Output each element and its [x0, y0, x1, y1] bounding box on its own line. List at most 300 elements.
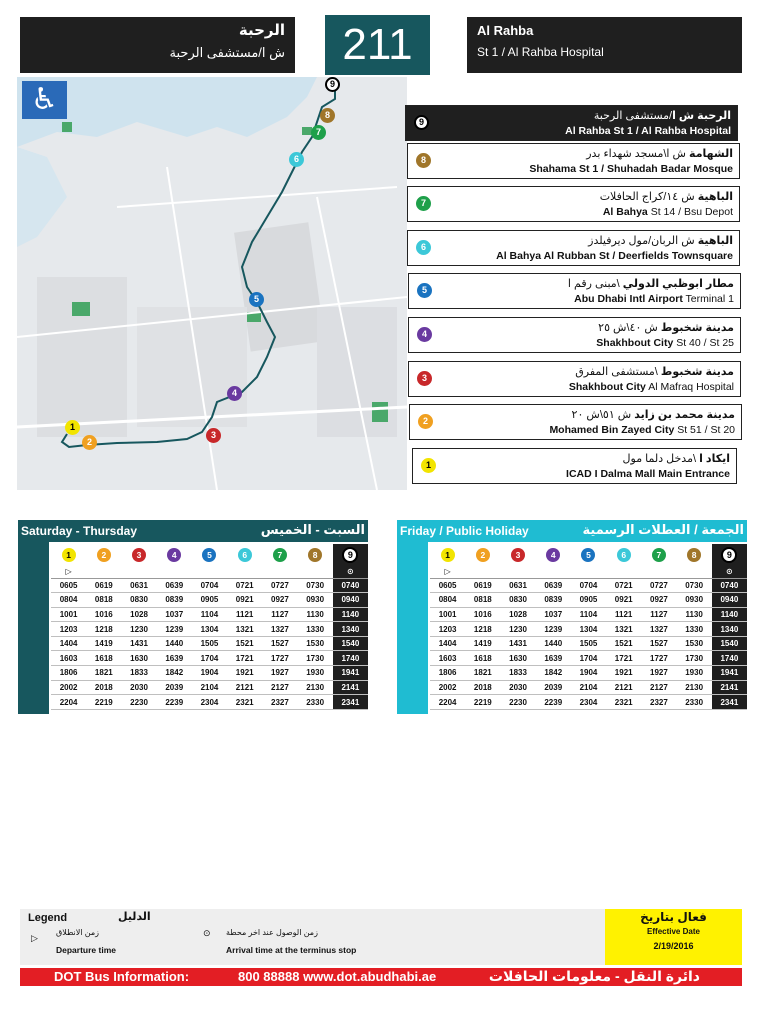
time-cell: 1727	[262, 651, 297, 666]
time-cell: 2104	[571, 680, 606, 695]
time-cell: 1821	[86, 666, 121, 681]
stop-en-bold: Shakhbout City	[568, 381, 646, 393]
timetable-stop-header	[571, 544, 606, 566]
stop-number-4: 4	[417, 327, 432, 342]
time-cell: 2239	[536, 695, 571, 710]
time-cell: 1016	[465, 607, 500, 622]
time-cell: 0631	[121, 578, 156, 593]
time-cell: 0727	[262, 578, 297, 593]
time-cell: 1921	[227, 666, 262, 681]
header-en-title: Al Rahba	[477, 23, 534, 38]
time-cell: 2219	[465, 695, 500, 710]
time-cell: 1505	[192, 636, 227, 651]
timetable-holiday-title-ar: الجمعة / العطلات الرسمية	[582, 522, 744, 537]
table-row	[51, 607, 368, 622]
stop-item-5[interactable]	[408, 273, 741, 309]
time-cell: 1340	[712, 622, 747, 637]
time-cell: 1330	[298, 622, 333, 637]
timetable-holiday-title-en: Friday / Public Holiday	[400, 524, 529, 538]
timetable-holiday-table	[430, 544, 747, 710]
effective-date-ar: فعال بتاريخ	[640, 910, 707, 924]
time-cell: 0839	[157, 593, 192, 608]
stop-9-badge: 9	[342, 547, 358, 563]
stop-en-bold: Mohamed Bin Zayed City	[549, 424, 675, 436]
stop-1-badge: 1	[62, 548, 76, 562]
table-row	[430, 578, 747, 593]
time-cell: 1203	[430, 622, 465, 637]
time-cell: 1028	[121, 607, 156, 622]
timetable-stop-header	[262, 544, 297, 566]
stop-en-bold: Al Bahya	[602, 206, 648, 218]
time-cell: 2204	[51, 695, 86, 710]
time-cell: 1431	[500, 636, 535, 651]
time-cell: 1740	[712, 651, 747, 666]
time-cell: 0830	[121, 593, 156, 608]
time-cell: 1440	[536, 636, 571, 651]
map-marker-3[interactable]: 3	[206, 428, 221, 443]
time-cell: 2121	[227, 680, 262, 695]
stop-9-badge: 9	[721, 547, 737, 563]
timetable-holiday-side-band	[397, 542, 428, 714]
wheelchair-icon: ♿	[22, 81, 67, 119]
stop-en-name	[529, 163, 733, 175]
stop-ar-rest: /مستشفى الرحبة	[593, 110, 673, 122]
time-cell: 1104	[571, 607, 606, 622]
stop-ar-bold: مدينة شخبوط	[660, 366, 734, 378]
time-cell: 0740	[333, 578, 368, 593]
time-cell: 1704	[192, 651, 227, 666]
timetable-mark-cell	[121, 566, 156, 578]
stop-item-6[interactable]	[407, 230, 740, 266]
time-cell: 2219	[86, 695, 121, 710]
stop-number-8: 8	[416, 153, 431, 168]
time-cell: 0927	[262, 593, 297, 608]
time-cell: 1230	[121, 622, 156, 637]
stop-5-badge: 5	[202, 548, 216, 562]
timetable-stop-header	[86, 544, 121, 566]
route-number: 211	[325, 15, 430, 75]
table-row	[430, 695, 747, 710]
stop-en-bold: Al Rahba St 1 / Al Rahba Hospital	[565, 125, 731, 137]
time-cell: 0804	[430, 593, 465, 608]
time-cell: 0727	[641, 578, 676, 593]
time-cell: 1130	[677, 607, 712, 622]
stop-en-name	[596, 337, 734, 349]
time-cell: 0905	[192, 593, 227, 608]
time-cell: 2130	[677, 680, 712, 695]
timetable-stop-header	[121, 544, 156, 566]
stop-ar-bold: الباهية	[697, 191, 733, 203]
time-cell: 1639	[536, 651, 571, 666]
stop-ar-bold: مطار ابوظبي الدولي	[622, 278, 734, 290]
stop-item-2[interactable]	[409, 404, 742, 440]
stop-ar-name	[600, 190, 733, 203]
time-cell: 2341	[712, 695, 747, 710]
time-cell: 1842	[157, 666, 192, 681]
timetable-stop-header	[500, 544, 535, 566]
timetable-mark-cell	[86, 566, 121, 578]
time-cell: 1521	[606, 636, 641, 651]
time-cell: 1037	[157, 607, 192, 622]
time-cell: 1930	[298, 666, 333, 681]
timetable-mark-cell	[227, 566, 262, 578]
effective-date-value: 2/19/2016	[653, 941, 694, 951]
stop-ar-rest: \مستشفى المفرق	[575, 366, 661, 378]
departure-icon: ▷	[31, 933, 38, 943]
time-cell: 0605	[51, 578, 86, 593]
stop-en-rest: Terminal 1	[682, 293, 734, 305]
stop-ar-bold: مدينة محمد بن زايد	[634, 409, 735, 421]
timetable-mark-cell	[500, 566, 535, 578]
time-cell: 0619	[465, 578, 500, 593]
stop-2-badge: 2	[97, 548, 111, 562]
stop-7-badge: 7	[273, 548, 287, 562]
table-row	[51, 636, 368, 651]
time-cell: 0927	[641, 593, 676, 608]
time-cell: 0930	[298, 593, 333, 608]
timetable-stop-header	[51, 544, 86, 566]
time-cell: 1140	[333, 607, 368, 622]
effective-date-box	[605, 909, 742, 965]
time-cell: 1927	[262, 666, 297, 681]
table-row	[51, 680, 368, 695]
time-cell: 0639	[157, 578, 192, 593]
time-cell: 0930	[677, 593, 712, 608]
time-cell: 1930	[677, 666, 712, 681]
time-cell: 1904	[571, 666, 606, 681]
stop-ar-name	[568, 277, 734, 290]
time-cell: 1505	[571, 636, 606, 651]
stop-en-name	[566, 468, 730, 480]
district-area	[37, 277, 127, 437]
table-row	[430, 607, 747, 622]
time-cell: 0839	[536, 593, 571, 608]
stop-ar-name	[586, 147, 733, 160]
time-cell: 1530	[298, 636, 333, 651]
time-cell: 0619	[86, 578, 121, 593]
map-marker-9[interactable]: 9	[325, 77, 340, 92]
time-cell: 1140	[712, 607, 747, 622]
time-cell: 0730	[298, 578, 333, 593]
time-cell: 2321	[227, 695, 262, 710]
time-cell: 2341	[333, 695, 368, 710]
time-cell: 1239	[536, 622, 571, 637]
time-cell: 2239	[157, 695, 192, 710]
time-cell: 0804	[51, 593, 86, 608]
time-cell: 2204	[430, 695, 465, 710]
footer-bar	[20, 968, 742, 986]
timetable-marks-row	[430, 566, 747, 578]
time-cell: 0721	[606, 578, 641, 593]
time-cell: 1618	[465, 651, 500, 666]
time-cell: 1842	[536, 666, 571, 681]
legend-departure-ar: زمن الانطلاق	[56, 928, 100, 937]
time-cell: 1127	[262, 607, 297, 622]
departure-icon: ▷	[51, 566, 86, 578]
time-cell: 1104	[192, 607, 227, 622]
time-cell: 1016	[86, 607, 121, 622]
stop-en-rest: St 40 / St 25	[673, 337, 734, 349]
time-cell: 1821	[465, 666, 500, 681]
table-row	[51, 593, 368, 608]
time-cell: 1639	[157, 651, 192, 666]
timetable-stop-icons-row	[51, 544, 368, 566]
stop-2-badge: 2	[476, 548, 490, 562]
stop-number-2: 2	[418, 414, 433, 429]
map-marker-5[interactable]: 5	[249, 292, 264, 307]
table-row	[51, 666, 368, 681]
stop-item-3[interactable]	[408, 361, 741, 397]
map-marker-8[interactable]: 8	[320, 108, 335, 123]
table-row	[51, 622, 368, 637]
time-cell: 0921	[606, 593, 641, 608]
stop-ar-rest: ش ٥١\ش ٢٠	[571, 409, 635, 421]
map-marker-7[interactable]: 7	[311, 125, 326, 140]
time-cell: 1419	[465, 636, 500, 651]
timetable-weekday-header	[18, 520, 368, 542]
time-cell: 2127	[262, 680, 297, 695]
time-cell: 1833	[500, 666, 535, 681]
time-cell: 1603	[430, 651, 465, 666]
stop-en-bold: Al Bahya Al Rubban St / Deerfields Townsquare	[496, 250, 733, 262]
stop-number-3: 3	[417, 371, 432, 386]
time-cell: 1218	[86, 622, 121, 637]
time-cell: 2039	[157, 680, 192, 695]
time-cell: 1540	[333, 636, 368, 651]
legend	[20, 909, 605, 965]
legend-title-en: Legend	[28, 912, 68, 924]
footer-contact-link[interactable]: 800 88888 www.dot.abudhabi.ae	[238, 969, 437, 984]
timetable-stop-header	[606, 544, 641, 566]
time-cell: 2330	[298, 695, 333, 710]
time-cell: 1941	[712, 666, 747, 681]
footer-label: DOT Bus Information:	[54, 969, 190, 984]
timetable-mark-cell	[262, 566, 297, 578]
timetable-weekday-table	[51, 544, 368, 710]
time-cell: 0631	[500, 578, 535, 593]
timetable-mark-cell	[606, 566, 641, 578]
time-cell: 0905	[571, 593, 606, 608]
time-cell: 1721	[227, 651, 262, 666]
stop-number-1: 1	[421, 458, 436, 473]
stop-item-7[interactable]	[407, 186, 740, 222]
stop-ar-name	[623, 452, 730, 465]
stop-en-name	[549, 424, 735, 436]
stop-ar-rest: ش ا\مسجد شهداء بدر	[586, 148, 690, 160]
stop-ar-rest: ش ١٤/كراج الحافلات	[599, 191, 698, 203]
map-marker-4[interactable]: 4	[227, 386, 242, 401]
time-cell: 0639	[536, 578, 571, 593]
time-cell: 1330	[677, 622, 712, 637]
time-cell: 2327	[641, 695, 676, 710]
time-cell: 1304	[571, 622, 606, 637]
time-cell: 1530	[677, 636, 712, 651]
stop-en-rest: Al Mafraq Hospital	[645, 381, 734, 393]
time-cell: 2030	[500, 680, 535, 695]
table-row	[430, 636, 747, 651]
time-cell: 1001	[51, 607, 86, 622]
time-cell: 1001	[430, 607, 465, 622]
time-cell: 1037	[536, 607, 571, 622]
table-row	[430, 666, 747, 681]
park	[62, 122, 72, 132]
time-cell: 1806	[51, 666, 86, 681]
table-row	[430, 593, 747, 608]
table-row	[430, 622, 747, 637]
stop-item-8[interactable]	[407, 143, 740, 179]
map-marker-6[interactable]: 6	[289, 152, 304, 167]
time-cell: 0940	[712, 593, 747, 608]
stop-item-1[interactable]	[412, 448, 737, 484]
time-cell: 1239	[157, 622, 192, 637]
stop-ar-bold: ايكاد ا	[699, 453, 730, 465]
time-cell: 2018	[465, 680, 500, 695]
time-cell: 0818	[465, 593, 500, 608]
time-cell: 1419	[86, 636, 121, 651]
stop-ar-bold: الشهامة	[689, 148, 733, 160]
time-cell: 0940	[333, 593, 368, 608]
time-cell: 2327	[262, 695, 297, 710]
timetable-holiday	[397, 520, 747, 707]
timetable-holiday-header	[397, 520, 747, 542]
time-cell: 1340	[333, 622, 368, 637]
time-cell: 1327	[262, 622, 297, 637]
timetable-mark-cell	[536, 566, 571, 578]
time-cell: 1321	[606, 622, 641, 637]
stop-en-name	[496, 250, 733, 262]
time-cell: 1521	[227, 636, 262, 651]
time-cell: 1921	[606, 666, 641, 681]
time-cell: 1927	[641, 666, 676, 681]
time-cell: 0704	[571, 578, 606, 593]
stop-en-rest: St 14 / Bsu Depot	[647, 206, 733, 218]
timetable-mark-cell	[677, 566, 712, 578]
stop-8-badge: 8	[687, 548, 701, 562]
stop-7-badge: 7	[652, 548, 666, 562]
stop-3-badge: 3	[132, 548, 146, 562]
timetable-stop-header	[465, 544, 500, 566]
header-ar-title: الرحبة	[238, 22, 285, 39]
timetable-weekday	[18, 520, 368, 707]
time-cell: 1740	[333, 651, 368, 666]
stop-item-9[interactable]	[405, 105, 738, 141]
time-cell: 0605	[430, 578, 465, 593]
stop-number-5: 5	[417, 283, 432, 298]
time-cell: 1130	[298, 607, 333, 622]
arrival-icon: ⊙	[333, 566, 368, 578]
time-cell: 1404	[51, 636, 86, 651]
timetable-mark-cell	[192, 566, 227, 578]
time-cell: 2141	[712, 680, 747, 695]
time-cell: 1730	[298, 651, 333, 666]
time-cell: 1321	[227, 622, 262, 637]
legend-arrival-en: Arrival time at the terminus stop	[226, 945, 357, 955]
header-ar-subtitle: ش ا/مستشفى الرحبة	[169, 45, 285, 60]
stop-ar-name	[588, 234, 733, 247]
time-cell: 2321	[606, 695, 641, 710]
route-map[interactable]	[17, 77, 407, 490]
time-cell: 2002	[51, 680, 86, 695]
header-english	[467, 17, 742, 73]
timetable-weekday-title-ar: السبت - الخميس	[260, 522, 365, 537]
time-cell: 2304	[571, 695, 606, 710]
time-cell: 1218	[465, 622, 500, 637]
stop-ar-rest: \مدخل دلما مول	[622, 453, 700, 465]
table-row	[51, 695, 368, 710]
timetable-weekday-title-en: Saturday - Thursday	[21, 524, 138, 538]
stop-ar-name	[598, 321, 734, 334]
stop-item-4[interactable]	[408, 317, 741, 353]
timetable-mark-cell	[298, 566, 333, 578]
timetable-stop-icons-row	[430, 544, 747, 566]
time-cell: 1630	[500, 651, 535, 666]
time-cell: 1327	[641, 622, 676, 637]
stop-number-7: 7	[416, 196, 431, 211]
stop-ar-rest: ش ٤٠\ش ٢٥	[598, 322, 661, 334]
time-cell: 1121	[606, 607, 641, 622]
timetable-stop-header	[536, 544, 571, 566]
stop-6-badge: 6	[617, 548, 631, 562]
stop-ar-name	[575, 365, 734, 378]
time-cell: 1431	[121, 636, 156, 651]
time-cell: 2230	[500, 695, 535, 710]
stop-en-rest: St 51 / St 20	[674, 424, 735, 436]
stop-4-badge: 4	[546, 548, 560, 562]
time-cell: 2330	[677, 695, 712, 710]
map-marker-2[interactable]: 2	[82, 435, 97, 450]
arrival-icon: ⊙	[203, 928, 211, 938]
time-cell: 2030	[121, 680, 156, 695]
time-cell: 2230	[121, 695, 156, 710]
stop-en-name	[574, 293, 734, 305]
legend-arrival-ar: زمن الوصول عند اخر محطة	[226, 928, 318, 937]
map-marker-1[interactable]: 1	[65, 420, 80, 435]
stop-en-bold: ICAD I Dalma Mall Main Entrance	[566, 468, 730, 480]
timetable-stop-header	[192, 544, 227, 566]
park	[72, 302, 90, 316]
time-cell: 1618	[86, 651, 121, 666]
stop-4-badge: 4	[167, 548, 181, 562]
stop-en-name	[603, 206, 733, 218]
table-row	[430, 680, 747, 695]
timetable-weekday-side-band	[18, 542, 49, 714]
time-cell: 0830	[500, 593, 535, 608]
footer-arabic: دائرة النقل - معلومات الحافلات	[488, 968, 700, 984]
stop-ar-name	[572, 408, 735, 421]
time-cell: 2127	[641, 680, 676, 695]
arrival-icon: ⊙	[712, 566, 747, 578]
time-cell: 0704	[192, 578, 227, 593]
stop-ar-bold: الرحبة ش ا	[672, 110, 731, 122]
timetable-stop-header	[333, 544, 368, 566]
timetable-marks-row	[51, 566, 368, 578]
time-cell: 1527	[641, 636, 676, 651]
time-cell: 1630	[121, 651, 156, 666]
time-cell: 1121	[227, 607, 262, 622]
time-cell: 2002	[430, 680, 465, 695]
time-cell: 1404	[430, 636, 465, 651]
time-cell: 1230	[500, 622, 535, 637]
effective-date-en: Effective Date	[647, 927, 700, 936]
stop-ar-bold: الباهية	[697, 235, 733, 247]
time-cell: 1704	[571, 651, 606, 666]
timetable-mark-cell	[465, 566, 500, 578]
timetable-stop-header	[227, 544, 262, 566]
stop-1-badge: 1	[441, 548, 455, 562]
time-cell: 2141	[333, 680, 368, 695]
table-row	[430, 651, 747, 666]
time-cell: 0721	[227, 578, 262, 593]
